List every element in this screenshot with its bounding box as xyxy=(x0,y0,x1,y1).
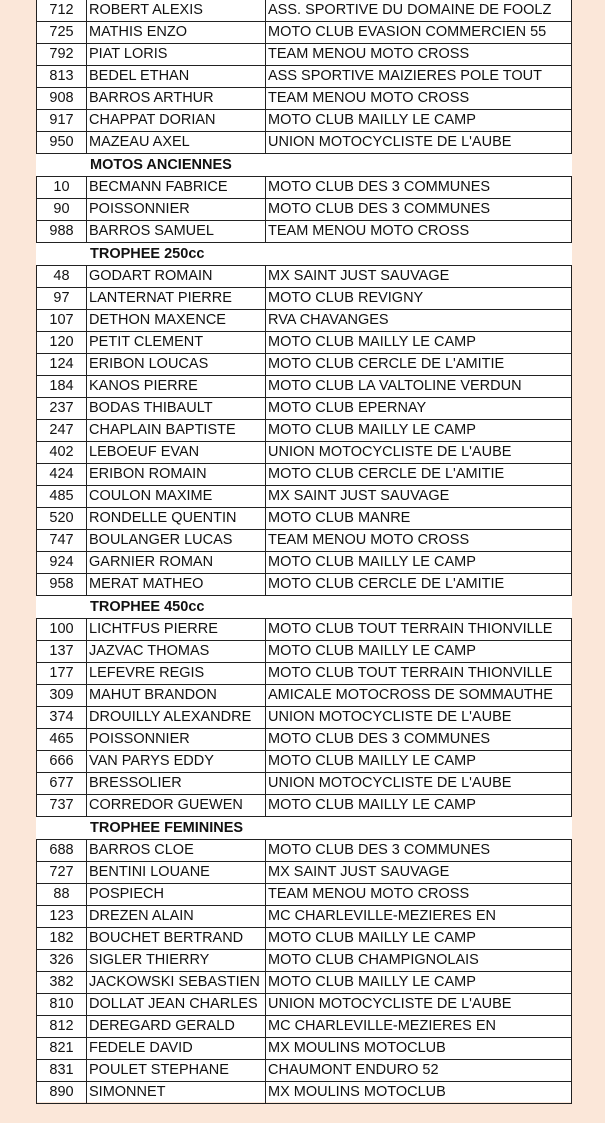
rider-club: TEAM MENOU MOTO CROSS xyxy=(268,532,470,548)
table-row xyxy=(36,442,572,464)
table-row xyxy=(36,906,572,928)
rider-number: 813 xyxy=(37,66,87,87)
table-row xyxy=(36,884,572,906)
rider-club: MOTO CLUB CERCLE DE L'AMITIE xyxy=(268,356,505,372)
rider-club: MC CHARLEVILLE-MEZIERES EN xyxy=(268,908,497,924)
table-row xyxy=(36,773,572,795)
rider-name: MERAT MATHEO xyxy=(87,574,266,595)
table-row xyxy=(36,0,572,22)
rider-club: ASS. SPORTIVE DU DOMAINE DE FOOLZ xyxy=(268,2,552,18)
table-row xyxy=(36,288,572,310)
rider-name: LEFEVRE REGIS xyxy=(87,663,266,684)
rider-name: PIAT LORIS xyxy=(87,44,266,65)
table-row xyxy=(36,265,572,288)
rider-club: MOTO CLUB EPERNAY xyxy=(268,400,427,416)
rider-name: SIMONNET xyxy=(87,1082,266,1103)
rider-name: MAHUT BRANDON xyxy=(87,685,266,706)
rider-club: TEAM MENOU MOTO CROSS xyxy=(268,90,470,106)
table-row xyxy=(36,1082,572,1104)
table-row xyxy=(36,464,572,486)
rider-club: MX SAINT JUST SAUVAGE xyxy=(268,268,450,284)
table-row xyxy=(36,221,572,243)
table-row xyxy=(36,1060,572,1082)
rider-number: 812 xyxy=(37,1016,87,1037)
section-heading: TROPHEE 250cc xyxy=(36,243,572,265)
rider-number: 100 xyxy=(37,619,87,640)
rider-name: BOULANGER LUCAS xyxy=(87,530,266,551)
table-row xyxy=(36,685,572,707)
rider-number: 890 xyxy=(37,1082,87,1103)
section-heading: TROPHEE FEMININES xyxy=(36,817,572,839)
rider-club: UNION MOTOCYCLISTE DE L'AUBE xyxy=(268,709,512,725)
rider-name: LEBOEUF EVAN xyxy=(87,442,266,463)
rider-club: MOTO CLUB DES 3 COMMUNES xyxy=(268,842,491,858)
rider-number: 177 xyxy=(37,663,87,684)
rider-club: MOTO CLUB MAILLY LE CAMP xyxy=(268,974,476,990)
rider-club: MOTO CLUB MAILLY LE CAMP xyxy=(268,643,476,659)
rider-number: 124 xyxy=(37,354,87,375)
rider-club: UNION MOTOCYCLISTE DE L'AUBE xyxy=(268,996,512,1012)
rider-number: 88 xyxy=(37,884,87,905)
rider-number: 792 xyxy=(37,44,87,65)
rider-number: 10 xyxy=(37,177,87,198)
rider-number: 326 xyxy=(37,950,87,971)
rider-number: 747 xyxy=(37,530,87,551)
rider-number: 666 xyxy=(37,751,87,772)
rider-club: MOTO CLUB MAILLY LE CAMP xyxy=(268,554,476,570)
rider-name: MATHIS ENZO xyxy=(87,22,266,43)
table-row xyxy=(36,110,572,132)
rider-number: 107 xyxy=(37,310,87,331)
rider-name: BEDEL ETHAN xyxy=(87,66,266,87)
rider-number: 725 xyxy=(37,22,87,43)
rider-number: 309 xyxy=(37,685,87,706)
rider-club: MOTO CLUB LA VALTOLINE VERDUN xyxy=(268,378,522,394)
table-row xyxy=(36,994,572,1016)
rider-name: BOUCHET BERTRAND xyxy=(87,928,266,949)
rider-name: GODART ROMAIN xyxy=(87,266,266,287)
rider-club: MOTO CLUB REVIGNY xyxy=(268,290,424,306)
table-row xyxy=(36,1038,572,1060)
table-row xyxy=(36,176,572,199)
table-row xyxy=(36,795,572,817)
rider-club: MX MOULINS MOTOCLUB xyxy=(268,1084,446,1100)
rider-club: MOTO CLUB CHAMPIGNOLAIS xyxy=(268,952,479,968)
rider-name: CHAPLAIN BAPTISTE xyxy=(87,420,266,441)
rider-club: MOTO CLUB MAILLY LE CAMP xyxy=(268,797,476,813)
table-row xyxy=(36,398,572,420)
rider-club: MOTO CLUB TOUT TERRAIN THIONVILLE xyxy=(268,621,553,637)
rider-club: MOTO CLUB MAILLY LE CAMP xyxy=(268,422,476,438)
rider-number: 184 xyxy=(37,376,87,397)
rider-name: GARNIER ROMAN xyxy=(87,552,266,573)
rider-name: BARROS CLOE xyxy=(87,840,266,861)
rider-club: MOTO CLUB CERCLE DE L'AMITIE xyxy=(268,466,505,482)
rider-club: MOTO CLUB MAILLY LE CAMP xyxy=(268,753,476,769)
rider-name: DETHON MAXENCE xyxy=(87,310,266,331)
rider-name: BODAS THIBAULT xyxy=(87,398,266,419)
rider-name: DEREGARD GERALD xyxy=(87,1016,266,1037)
table-row xyxy=(36,707,572,729)
table-row xyxy=(36,44,572,66)
table-row xyxy=(36,641,572,663)
rider-name: POISSONNIER xyxy=(87,729,266,750)
rider-name: KANOS PIERRE xyxy=(87,376,266,397)
rider-club: MOTO CLUB MAILLY LE CAMP xyxy=(268,112,476,128)
table-row xyxy=(36,66,572,88)
rider-number: 97 xyxy=(37,288,87,309)
rider-number: 924 xyxy=(37,552,87,573)
table-row xyxy=(36,332,572,354)
rider-number: 465 xyxy=(37,729,87,750)
section-heading: TROPHEE 450cc xyxy=(36,596,572,618)
rider-number: 237 xyxy=(37,398,87,419)
table-row xyxy=(36,22,572,44)
rider-club: MOTO CLUB DES 3 COMMUNES xyxy=(268,201,491,217)
rider-club: UNION MOTOCYCLISTE DE L'AUBE xyxy=(268,134,512,150)
table-row xyxy=(36,950,572,972)
rider-name: DOLLAT JEAN CHARLES xyxy=(87,994,266,1015)
rider-name: BARROS ARTHUR xyxy=(87,88,266,109)
table-row xyxy=(36,508,572,530)
rider-name: JACKOWSKI SEBASTIEN xyxy=(87,972,266,993)
table-row xyxy=(36,486,572,508)
rider-name: CORREDOR GUEWEN xyxy=(87,795,266,816)
rider-number: 677 xyxy=(37,773,87,794)
rider-number: 821 xyxy=(37,1038,87,1059)
rider-number: 137 xyxy=(37,641,87,662)
table-row xyxy=(36,132,572,154)
rider-club: MOTO CLUB DES 3 COMMUNES xyxy=(268,179,491,195)
table-row xyxy=(36,530,572,552)
rider-name: POISSONNIER xyxy=(87,199,266,220)
rider-number: 831 xyxy=(37,1060,87,1081)
table-row xyxy=(36,751,572,773)
rider-name: BARROS SAMUEL xyxy=(87,221,266,242)
rider-club: MOTO CLUB EVASION COMMERCIEN 55 xyxy=(268,24,547,40)
rider-name: RONDELLE QUENTIN xyxy=(87,508,266,529)
rider-number: 958 xyxy=(37,574,87,595)
rider-name: ERIBON ROMAIN xyxy=(87,464,266,485)
rider-name: BECMANN FABRICE xyxy=(87,177,266,198)
rider-club: MOTO CLUB MANRE xyxy=(268,510,411,526)
rider-club: MX SAINT JUST SAUVAGE xyxy=(268,864,450,880)
rider-number: 424 xyxy=(37,464,87,485)
rider-number: 950 xyxy=(37,132,87,153)
rider-name: LANTERNAT PIERRE xyxy=(87,288,266,309)
rider-number: 123 xyxy=(37,906,87,927)
rider-name: JAZVAC THOMAS xyxy=(87,641,266,662)
rider-club: MOTO CLUB DES 3 COMMUNES xyxy=(268,731,491,747)
rider-name: BRESSOLIER xyxy=(87,773,266,794)
table-row xyxy=(36,310,572,332)
rider-name: BENTINI LOUANE xyxy=(87,862,266,883)
rider-number: 988 xyxy=(37,221,87,242)
rider-club: UNION MOTOCYCLISTE DE L'AUBE xyxy=(268,444,512,460)
table-row xyxy=(36,839,572,862)
rider-name: FEDELE DAVID xyxy=(87,1038,266,1059)
rider-club: MOTO CLUB TOUT TERRAIN THIONVILLE xyxy=(268,665,553,681)
rider-name: ROBERT ALEXIS xyxy=(87,0,266,21)
rider-name: COULON MAXIME xyxy=(87,486,266,507)
rider-name: SIGLER THIERRY xyxy=(87,950,266,971)
table-row xyxy=(36,972,572,994)
table-row xyxy=(36,88,572,110)
rider-name: POULET STEPHANE xyxy=(87,1060,266,1081)
rider-name: MAZEAU AXEL xyxy=(87,132,266,153)
rider-number: 402 xyxy=(37,442,87,463)
rider-number: 120 xyxy=(37,332,87,353)
rider-number: 247 xyxy=(37,420,87,441)
rider-number: 485 xyxy=(37,486,87,507)
rider-number: 374 xyxy=(37,707,87,728)
rider-club: TEAM MENOU MOTO CROSS xyxy=(268,223,470,239)
table-row xyxy=(36,552,572,574)
rider-number: 727 xyxy=(37,862,87,883)
table-row xyxy=(36,729,572,751)
rider-name: ERIBON LOUCAS xyxy=(87,354,266,375)
rider-number: 90 xyxy=(37,199,87,220)
rider-name: LICHTFUS PIERRE xyxy=(87,619,266,640)
table-row xyxy=(36,354,572,376)
rider-number: 908 xyxy=(37,88,87,109)
table-row xyxy=(36,376,572,398)
rider-number: 712 xyxy=(37,0,87,21)
rider-club: MC CHARLEVILLE-MEZIERES EN xyxy=(268,1018,497,1034)
rider-number: 688 xyxy=(37,840,87,861)
rider-club: AMICALE MOTOCROSS DE SOMMAUTHE xyxy=(268,687,553,703)
rider-number: 917 xyxy=(37,110,87,131)
rider-number: 810 xyxy=(37,994,87,1015)
rider-number: 382 xyxy=(37,972,87,993)
rider-name: PETIT CLEMENT xyxy=(87,332,266,353)
table-row xyxy=(36,618,572,641)
rider-club: RVA CHAVANGES xyxy=(268,312,389,328)
rider-club: TEAM MENOU MOTO CROSS xyxy=(268,46,470,62)
rider-club: MOTO CLUB MAILLY LE CAMP xyxy=(268,930,476,946)
table-row xyxy=(36,420,572,442)
table-row xyxy=(36,1016,572,1038)
table-row xyxy=(36,574,572,596)
table-row xyxy=(36,199,572,221)
rider-name: POSPIECH xyxy=(87,884,266,905)
table-row xyxy=(36,928,572,950)
rider-number: 182 xyxy=(37,928,87,949)
entry-list-sheet xyxy=(36,0,572,1102)
table-row xyxy=(36,862,572,884)
rider-name: DREZEN ALAIN xyxy=(87,906,266,927)
rider-number: 737 xyxy=(37,795,87,816)
rider-name: VAN PARYS EDDY xyxy=(87,751,266,772)
rider-name: DROUILLY ALEXANDRE xyxy=(87,707,266,728)
rider-club: MX SAINT JUST SAUVAGE xyxy=(268,488,450,504)
rider-club: ASS SPORTIVE MAIZIERES POLE TOUT xyxy=(268,68,542,84)
rider-club: MX MOULINS MOTOCLUB xyxy=(268,1040,446,1056)
rider-number: 520 xyxy=(37,508,87,529)
entry-list-table xyxy=(36,0,572,1104)
rider-number: 48 xyxy=(37,266,87,287)
rider-club: CHAUMONT ENDURO 52 xyxy=(268,1062,439,1078)
rider-club: UNION MOTOCYCLISTE DE L'AUBE xyxy=(268,775,512,791)
section-heading: MOTOS ANCIENNES xyxy=(36,154,572,176)
table-row xyxy=(36,663,572,685)
rider-club: MOTO CLUB CERCLE DE L'AMITIE xyxy=(268,576,505,592)
rider-club: TEAM MENOU MOTO CROSS xyxy=(268,886,470,902)
rider-name: CHAPPAT DORIAN xyxy=(87,110,266,131)
rider-club: MOTO CLUB MAILLY LE CAMP xyxy=(268,334,476,350)
